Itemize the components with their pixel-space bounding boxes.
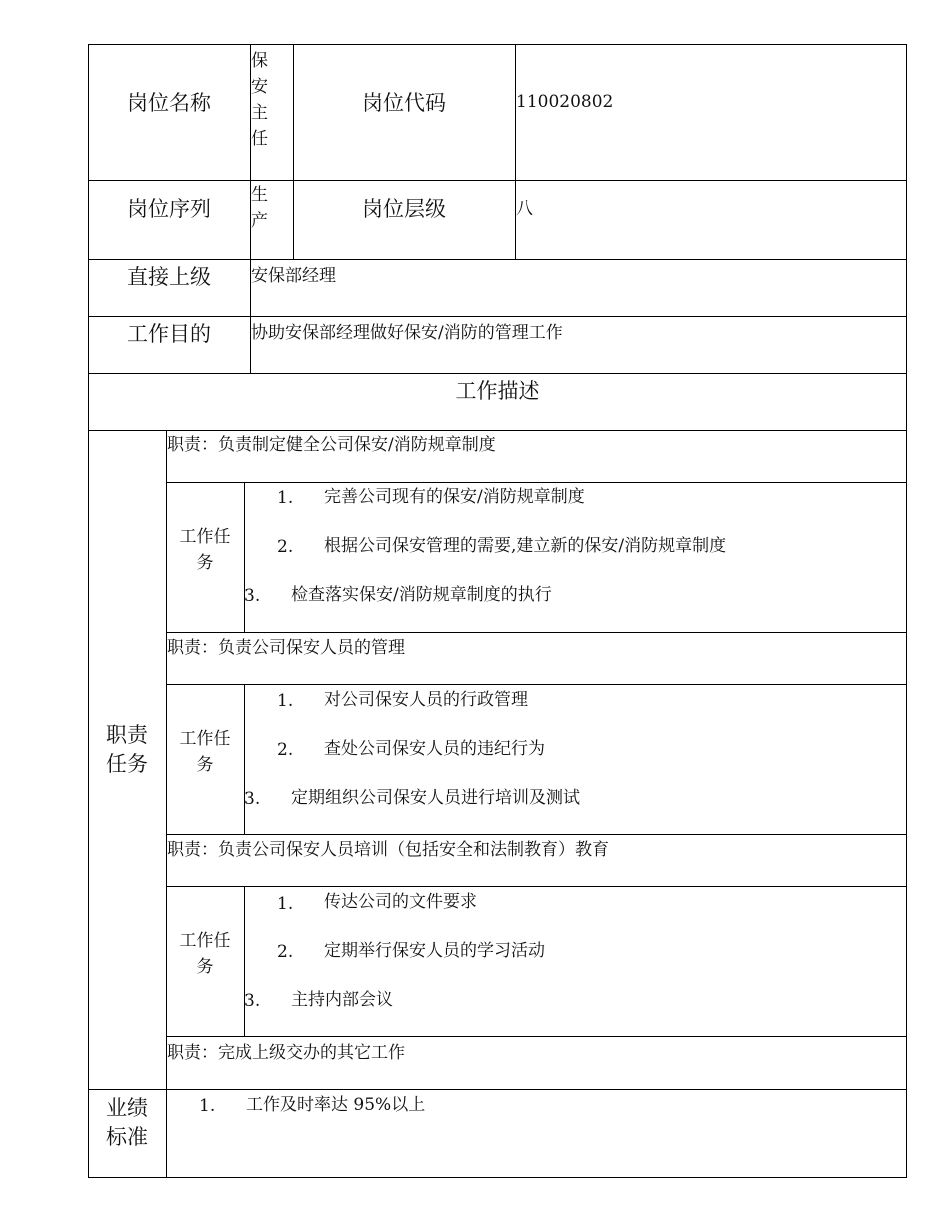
task-label: 工作任务	[179, 931, 231, 977]
task-text: 对公司保安人员的行政管理	[324, 690, 528, 710]
row-divider	[88, 259, 907, 260]
task-text: 主持内部会议	[291, 990, 393, 1010]
row-divider	[88, 373, 907, 374]
row-divider	[166, 684, 907, 685]
task-number: 2.	[277, 740, 294, 760]
duty-title: 职责：完成上级交办的其它工作	[167, 1043, 405, 1063]
task-text: 检查落实保安/消防规章制度的执行	[291, 585, 552, 605]
table-border-bottom	[88, 1177, 907, 1178]
position-code-value: 110020802	[516, 92, 614, 112]
row-divider	[88, 316, 907, 317]
task-text: 完善公司现有的保安/消防规章制度	[324, 487, 585, 507]
task-text: 定期举行保安人员的学习活动	[324, 941, 545, 961]
task-number: 1.	[277, 488, 294, 508]
col-divider	[293, 44, 294, 259]
task-number: 3.	[244, 586, 261, 606]
superior-value: 安保部经理	[251, 266, 336, 286]
task-text: 查处公司保安人员的违纪行为	[324, 739, 545, 759]
purpose-value: 协助安保部经理做好保安/消防的管理工作	[251, 323, 563, 343]
task-number: 1.	[277, 691, 294, 711]
duty-title: 职责：负责公司保安人员的管理	[167, 638, 405, 658]
level-value: 八	[516, 199, 533, 219]
duties-label: 职责任务	[106, 723, 148, 776]
performance-number: 1.	[199, 1096, 216, 1116]
col-divider	[244, 886, 245, 1036]
level-label: 岗位层级	[362, 197, 446, 221]
performance-label: 业绩标准	[106, 1096, 148, 1149]
task-number: 3.	[244, 789, 261, 809]
row-divider	[88, 430, 907, 431]
row-divider	[88, 180, 907, 181]
row-divider	[166, 886, 907, 887]
row-divider	[88, 1089, 907, 1090]
position-code-label: 岗位代码	[362, 91, 446, 115]
task-number: 2.	[277, 942, 294, 962]
col-divider	[515, 44, 516, 259]
task-label: 工作任务	[179, 527, 231, 573]
duty-title: 职责：负责公司保安人员培训（包括安全和法制教育）教育	[167, 840, 609, 860]
task-number: 1.	[277, 894, 294, 914]
task-number: 3.	[244, 991, 261, 1011]
table-border-top	[88, 44, 907, 45]
task-text: 传达公司的文件要求	[324, 892, 477, 912]
description-title: 工作描述	[455, 379, 540, 403]
task-label: 工作任务	[179, 729, 231, 775]
position-name-value: 保安主任	[251, 51, 268, 149]
position-name-label: 岗位名称	[127, 91, 211, 115]
duty-title: 职责：负责制定健全公司保安/消防规章制度	[167, 435, 496, 455]
row-divider	[166, 482, 907, 483]
performance-text: 工作及时率达 95%以上	[246, 1095, 426, 1115]
col-divider	[244, 482, 245, 632]
task-text: 定期组织公司保安人员进行培训及测试	[291, 788, 580, 808]
task-text: 根据公司保安管理的需要,建立新的保安/消防规章制度	[324, 536, 727, 556]
task-number: 2.	[277, 537, 294, 557]
purpose-label: 工作目的	[127, 322, 211, 346]
row-divider	[166, 632, 907, 633]
sequence-label: 岗位序列	[127, 197, 211, 221]
col-divider	[244, 684, 245, 834]
table-border-right	[906, 44, 907, 1178]
superior-label: 直接上级	[127, 265, 211, 289]
sequence-value: 生产	[251, 185, 268, 231]
row-divider	[166, 1036, 907, 1037]
row-divider	[166, 834, 907, 835]
